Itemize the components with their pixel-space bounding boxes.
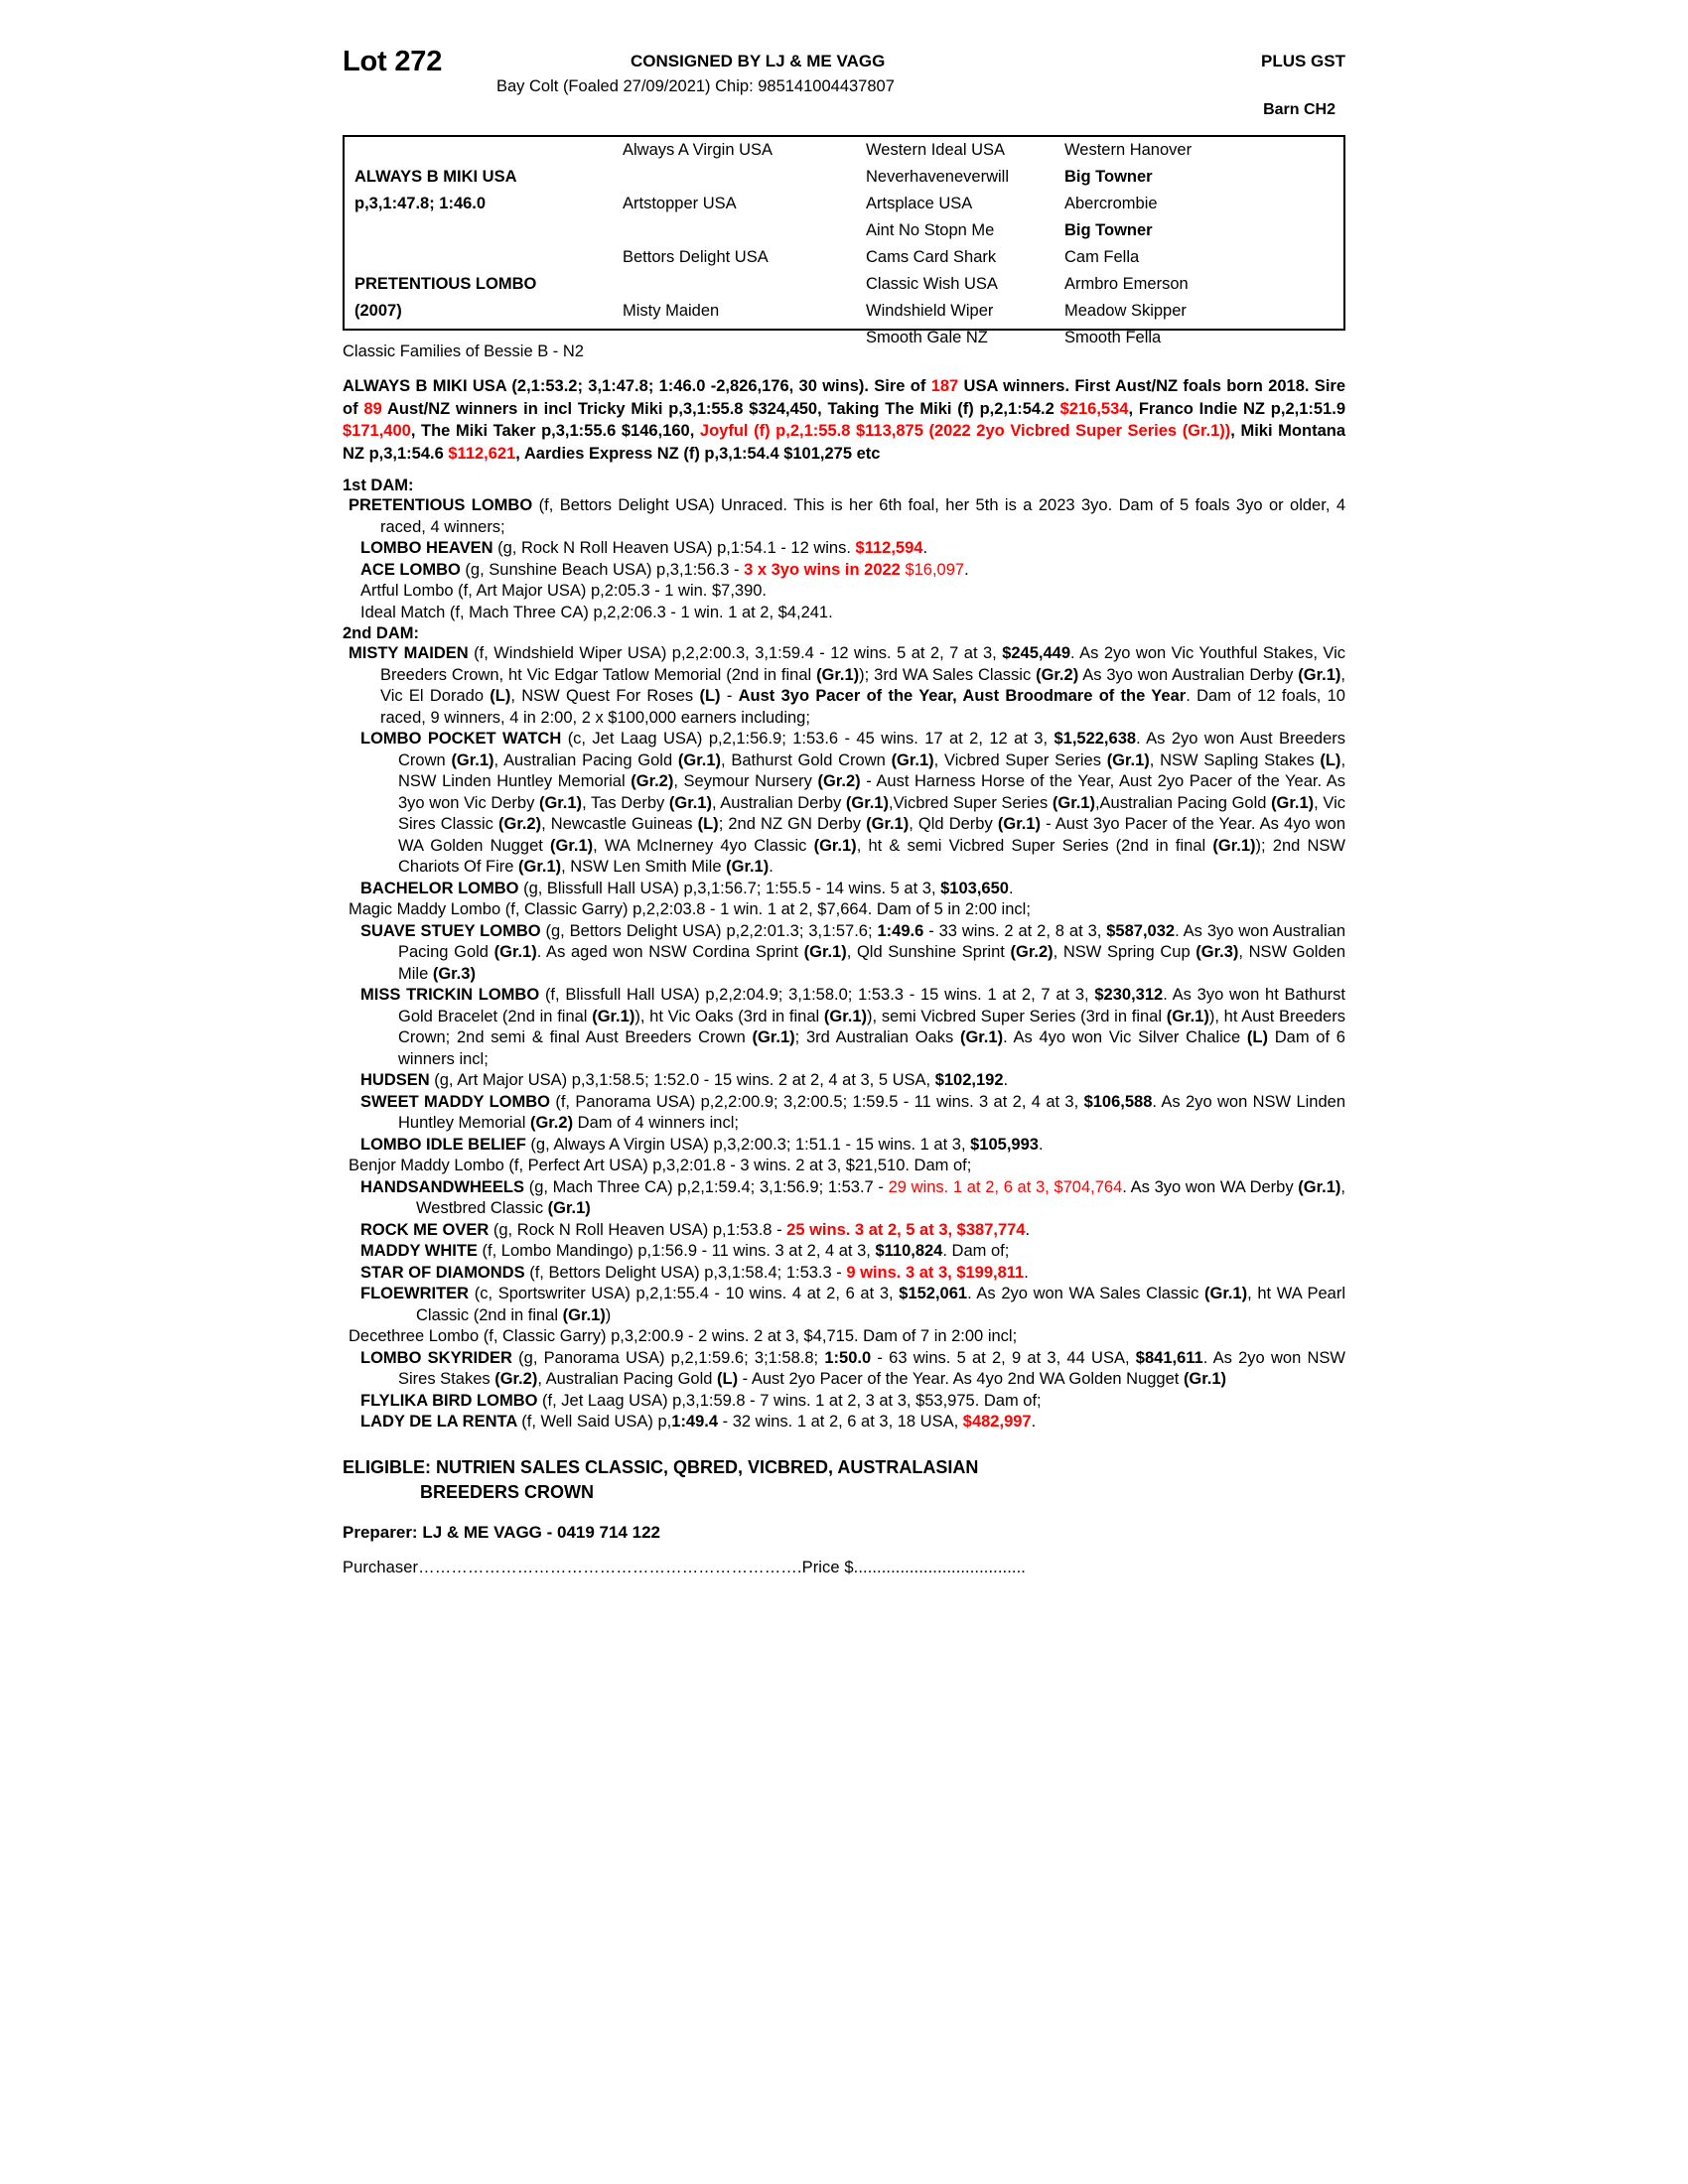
text-run: (f, Bettors Delight USA) Unraced. This is her 6th foal, her 5th is a 2023 3yo. Dam of 5 foals 3yo or older, 4 raced, 4 winners; xyxy=(380,496,1346,536)
text-run: - 32 wins. 1 at 2, 6 at 3, 18 USA, xyxy=(718,1413,963,1431)
text-run: , NSW Len Smith Mile xyxy=(561,858,727,876)
text-run: (Gr.1) xyxy=(677,751,721,769)
text-run: $16,097 xyxy=(905,560,965,579)
text-run: $587,032 xyxy=(1106,921,1176,940)
text-run: STAR OF DIAMONDS xyxy=(360,1263,530,1282)
text-run: USA winners. First Aust/NZ foals born 2018. Sire of xyxy=(343,377,1345,418)
text-run: - Aust Harness Horse of the Year, Aust 2yo Pacer of the Year. As 3yo won Vic Derby xyxy=(398,772,1346,812)
text-run: ) xyxy=(605,1305,612,1324)
text-run: Dam of 4 winners incl; xyxy=(573,1114,739,1132)
text-run: 1:49.6 xyxy=(877,921,924,940)
text-run: $230,312 xyxy=(1094,986,1164,1004)
text-run: . xyxy=(1025,1220,1031,1239)
text-run: (g, Rock N Roll Heaven USA) p,1:53.8 - xyxy=(492,1220,787,1239)
text-run: $102,192 xyxy=(934,1071,1004,1089)
pedigree-entry xyxy=(343,1092,1345,1135)
text-run: $482,997 xyxy=(962,1413,1032,1431)
pedigree-table xyxy=(343,135,1345,346)
text-run: , Aardies Express NZ (f) p,3,1:54.4 $101,275 etc xyxy=(515,444,881,463)
text-run: (Gr.2) xyxy=(529,1114,574,1132)
text-run: (g, Bettors Delight USA) p,2,2:01.3; 3,1:57.6; xyxy=(545,921,878,940)
text-run: , Qld Sunshine Sprint xyxy=(846,943,1011,961)
text-run: $110,824 xyxy=(875,1242,943,1260)
pedigree-entry xyxy=(343,899,1345,921)
text-run: , Tas Derby xyxy=(582,793,669,812)
text-run: (Gr.3) xyxy=(432,964,476,983)
text-run: (Gr.1) xyxy=(959,1028,1004,1046)
second-dam-heading: 2nd DAM: xyxy=(343,624,419,642)
sire-summary xyxy=(343,375,1345,465)
text-run: . xyxy=(1003,1071,1009,1089)
text-run: (c, Sportswriter USA) p,2,1:55.4 - 10 wins. 4 at 2, 6 at 3, xyxy=(474,1285,900,1302)
pedigree-entry xyxy=(343,1326,1345,1348)
dam-name: PRETENTIOUS LOMBO xyxy=(354,275,537,293)
text-run: Aust/NZ winners in incl Tricky Miki p,3,1:55.8 $324,450, Taking The Miki (f) p,2,1:54.2 xyxy=(381,399,1060,418)
text-run: $245,449 xyxy=(1002,644,1071,662)
pedigree-entry xyxy=(343,1156,1345,1177)
pedigree-cell: Classic Wish USA xyxy=(866,275,998,293)
pedigree-entry xyxy=(343,1220,1345,1242)
text-run: (f, Windshield Wiper USA) p,2,2:00.3, 3,1:59.4 - 12 wins. 5 at 2, 7 at 3, xyxy=(474,644,1003,662)
text-run: ); 3rd WA Sales Classic xyxy=(859,665,1037,684)
text-run: 1:49.4 xyxy=(671,1413,719,1431)
text-run: (Gr.1) xyxy=(813,836,857,855)
text-run: (L) xyxy=(699,687,721,705)
catalogue-sheet xyxy=(343,40,1345,1577)
text-run: (Gr.2) xyxy=(498,815,542,833)
text-run: (g, Blissfull Hall USA) p,3,1:56.7; 1:55.5 - 14 wins. 5 at 3, xyxy=(523,879,941,897)
pedigree-cell: Artstopper USA xyxy=(623,195,737,212)
text-run: (g, Always A Virgin USA) p,3,2:00.3; 1:51.1 - 15 wins. 1 at 3, xyxy=(530,1135,971,1154)
text-run: (L) xyxy=(697,815,719,833)
text-run: , Vic El Dorado xyxy=(380,665,1345,705)
text-run: (Gr.1) xyxy=(1298,1177,1341,1196)
text-run: (f, Well Said USA) p, xyxy=(521,1413,672,1431)
text-run: Artful Lombo (f, Art Major USA) p,2:05.3 - 1 win. $7,390. xyxy=(360,582,768,600)
pedigree-entry xyxy=(343,1391,1345,1413)
pedigree-entry xyxy=(343,538,1345,560)
text-run: 29 wins. 1 at 2, 6 at 3, $704,764 xyxy=(888,1177,1123,1196)
text-run: (Gr.1) xyxy=(1271,793,1315,812)
text-run: (Gr.1) xyxy=(550,836,594,855)
pedigree-col-great-grandparents xyxy=(866,137,1064,346)
text-run: . xyxy=(922,539,928,557)
text-run: (Gr.1) xyxy=(726,858,770,876)
text-run: , Seymour Nursery xyxy=(673,772,818,790)
text-run: (Gr.1) xyxy=(1212,836,1256,855)
consignor-label: CONSIGNED BY LJ & ME VAGG xyxy=(631,52,886,70)
text-run: . As 3yo won ht Bathurst Gold Bracelet (2nd in final xyxy=(398,986,1345,1025)
text-run: LOMBO HEAVEN xyxy=(360,539,498,557)
text-run: , ht & semi Vicbred Super Series (2nd in final xyxy=(856,836,1213,855)
text-run: (Gr.3) xyxy=(1196,943,1239,961)
text-run: (Gr.1) xyxy=(752,1028,795,1046)
lot-number: Lot 272 xyxy=(343,46,443,77)
pedigree-entry xyxy=(343,1263,1345,1285)
text-run: (g, Panorama USA) p,2,1:59.6; 3;1:58.8; xyxy=(518,1348,825,1367)
pedigree-entry xyxy=(343,1284,1345,1326)
pedigree-entry xyxy=(343,1348,1345,1391)
text-run: (Gr.2) xyxy=(494,1370,538,1388)
text-run: $106,588 xyxy=(1083,1092,1153,1111)
text-run: SWEET MADDY LOMBO xyxy=(360,1092,556,1111)
text-run: 1:50.0 xyxy=(824,1348,872,1367)
text-run: - 63 wins. 5 at 2, 9 at 3, 44 USA, xyxy=(871,1348,1136,1367)
text-run: (Gr.1) xyxy=(547,1199,591,1217)
text-run: , Vicbred Super Series xyxy=(933,751,1107,769)
pedigree-cell: Armbro Emerson xyxy=(1064,275,1189,293)
text-run: Decethree Lombo (f, Classic Garry) p,3,2:00.9 - 2 wins. 2 at 3, $4,715. Dam of 7 in 2:00 incl; xyxy=(349,1327,1018,1345)
text-run: (Gr.1) xyxy=(493,943,537,961)
text-run: , The Miki Taker p,3,1:55.6 $146,160, xyxy=(410,422,700,440)
text-run: - 33 wins. 2 at 2, 8 at 3, xyxy=(923,921,1107,940)
preparer-line: Preparer: LJ & ME VAGG - 0419 714 122 xyxy=(343,1522,661,1542)
text-run: , Australian Pacing Gold xyxy=(493,751,678,769)
text-run: 89 xyxy=(363,399,382,418)
text-run: (Gr.1) xyxy=(518,858,562,876)
text-run: Dam of 6 winners incl; xyxy=(398,1028,1345,1068)
text-run: (Gr.1) xyxy=(1052,793,1095,812)
text-run: MISTY MAIDEN xyxy=(349,644,475,662)
text-run: PRETENTIOUS LOMBO xyxy=(349,496,539,514)
pedigree-cell: Abercrombie xyxy=(1064,195,1158,212)
text-run: 25 wins. 3 at 2, 5 at 3, $387,774 xyxy=(786,1220,1026,1239)
pedigree-cell: Bettors Delight USA xyxy=(623,248,769,266)
text-run: (Gr.1) xyxy=(451,751,494,769)
text-run: ,Vicbred Super Series xyxy=(888,793,1053,812)
pedigree-col-parents xyxy=(345,137,623,329)
pedigree-entry xyxy=(343,560,1345,582)
text-run: , NSW Sapling Stakes xyxy=(1149,751,1321,769)
text-run: - xyxy=(720,687,739,705)
text-run: . As 2yo won NSW Linden Huntley Memorial xyxy=(398,1092,1346,1132)
text-run: (Gr.1) xyxy=(866,815,910,833)
text-run: HUDSEN xyxy=(360,1071,435,1089)
text-run: . xyxy=(769,858,774,876)
text-run: LADY DE LA RENTA xyxy=(360,1413,522,1431)
pedigree-cell: Always A Virgin USA xyxy=(623,141,774,159)
text-run: (Gr.1) xyxy=(538,793,583,812)
text-run: , Australian Derby xyxy=(711,793,846,812)
pedigree-col-fourth-gen xyxy=(1064,137,1345,346)
pedigree-cell: Cam Fella xyxy=(1064,248,1140,266)
text-run: (Gr.2) xyxy=(1010,943,1054,961)
text-run: (Gr.1) xyxy=(1183,1370,1227,1388)
text-run: , Miki Montana NZ p,3,1:54.6 xyxy=(343,422,1345,463)
text-run: , WA McInerney 4yo Classic xyxy=(593,836,814,855)
text-run: $105,993 xyxy=(970,1135,1039,1154)
text-run: , Westbred Classic xyxy=(416,1177,1345,1217)
text-run: . As 2yo won Vic Youthful Stakes, Vic Breeders Crown, ht Vic Edgar Tatlow Memorial (2nd in final xyxy=(380,644,1345,684)
text-run: (g, Mach Three CA) p,2,1:59.4; 3,1:56.9; 1:53.7 - xyxy=(528,1177,889,1196)
pedigree-entry xyxy=(343,985,1345,1070)
text-run: , NSW Golden Mile xyxy=(398,943,1345,983)
pedigree-entry xyxy=(343,879,1345,900)
text-run: ALWAYS B MIKI USA (2,1:53.2; 3,1:47.8; 1:46.0 -2,826,176, 30 wins). Sire of xyxy=(343,377,931,395)
text-run: , Newcastle Guineas xyxy=(541,815,698,833)
text-run: LOMBO SKYRIDER xyxy=(360,1348,519,1367)
text-run: (f, Panorama USA) p,2,2:00.9; 3,2:00.5; 1:59.5 - 11 wins. 3 at 2, 4 at 3, xyxy=(555,1092,1084,1111)
text-run: (g, Sunshine Beach USA) p,3,1:56.3 - xyxy=(465,560,745,579)
first-dam-body xyxy=(343,495,1345,623)
text-run: (Gr.1) xyxy=(803,943,847,961)
text-run: ), ht Aust Breeders Crown; 2nd semi & final Aust Breeders Crown xyxy=(398,1007,1345,1046)
text-run: $112,621 xyxy=(448,444,516,463)
text-run: ; 2nd NZ GN Derby xyxy=(718,815,867,833)
text-run: (g, Art Major USA) p,3,1:58.5; 1:52.0 - 15 wins. 2 at 2, 4 at 3, 5 USA, xyxy=(434,1071,935,1089)
pedigree-entry xyxy=(343,603,1345,624)
text-run: (f, Blissfull Hall USA) p,2,2:04.9; 3,1:58.0; 1:53.3 - 15 wins. 1 at 2, 7 at 3, xyxy=(544,986,1095,1004)
text-run: ,Australian Pacing Gold xyxy=(1094,793,1272,812)
text-run: Magic Maddy Lombo (f, Classic Garry) p,2,2:03.8 - 1 win. 1 at 2, $7,664. Dam of 5 in 2:00 incl; xyxy=(349,900,1031,918)
pedigree-entry xyxy=(343,1177,1345,1220)
text-run: $171,400 xyxy=(343,422,411,440)
text-run: $216,534 xyxy=(1059,399,1129,418)
purchaser-line: Purchaser…………………………………………………………….Price $..................................... xyxy=(343,1558,1026,1576)
text-run: ; 3rd Australian Oaks xyxy=(794,1028,960,1046)
text-run: . As 4yo won Vic Silver Chalice xyxy=(1003,1028,1247,1046)
text-run: ); 2nd NSW Chariots Of Fire xyxy=(398,836,1345,876)
pedigree-entry xyxy=(343,1241,1345,1263)
text-run: (Gr.1) xyxy=(592,1007,635,1025)
pedigree-cell: Smooth Gale NZ xyxy=(866,329,988,346)
text-run: , Australian Pacing Gold xyxy=(537,1370,718,1388)
text-run: (L) xyxy=(1246,1028,1268,1046)
text-run: , ht WA Pearl Classic (2nd in final xyxy=(416,1285,1345,1324)
text-run: (Gr.1) xyxy=(668,793,712,812)
text-run: As 3yo won Australian Derby xyxy=(1078,665,1299,684)
text-run: . xyxy=(1024,1263,1029,1282)
text-run: Joyful (f) p,2,1:55.8 $113,875 (2022 2yo Vicbred Super Series (Gr.1)) xyxy=(699,422,1231,440)
text-run: ACE LOMBO xyxy=(360,560,466,579)
pedigree-cell: Big Towner xyxy=(1064,221,1153,239)
text-run: (Gr.1) xyxy=(891,751,934,769)
text-run: (Gr.1) xyxy=(997,815,1041,833)
text-run: $1,522,638 xyxy=(1054,730,1137,748)
page-header xyxy=(343,40,1345,131)
text-run: 9 wins. 3 at 3, $199,811 xyxy=(846,1263,1025,1282)
text-run: FLYLIKA BIRD LOMBO xyxy=(360,1391,543,1410)
text-run: (Gr.1) xyxy=(823,1007,868,1025)
first-dam-heading: 1st DAM: xyxy=(343,477,414,494)
text-run: , Bathurst Gold Crown xyxy=(721,751,892,769)
pedigree-cell: Cams Card Shark xyxy=(866,248,997,266)
text-run: 3 x 3yo wins in 2022 xyxy=(744,560,901,579)
second-dam-body xyxy=(343,643,1345,1433)
text-run: HANDSANDWHEELS xyxy=(360,1177,529,1196)
text-run: . Dam of; xyxy=(942,1242,1010,1260)
text-run: (Gr.1) xyxy=(1298,665,1341,684)
text-run: (f, Jet Laag USA) p,3,1:59.8 - 7 wins. 1 at 2, 3 at 3, $53,975. Dam of; xyxy=(542,1391,1042,1410)
text-run: . xyxy=(1031,1413,1037,1431)
text-run: ROCK ME OVER xyxy=(360,1220,493,1239)
text-run: . As aged won NSW Cordina Sprint xyxy=(536,943,804,961)
eligibility-block xyxy=(343,1455,1345,1505)
text-run: (Gr.2) xyxy=(631,772,674,790)
text-run: (f, Lombo Mandingo) p,1:56.9 - 11 wins. 3 at 2, 4 at 3, xyxy=(482,1242,876,1260)
text-run: . As 2yo won WA Sales Classic xyxy=(967,1285,1204,1302)
pedigree-entry xyxy=(343,1135,1345,1157)
text-run: . xyxy=(1038,1135,1044,1154)
text-run: - Aust 3yo Pacer of the Year. As 4yo won WA Golden Nugget xyxy=(398,815,1346,855)
text-run: (c, Jet Laag USA) p,2,1:56.9; 1:53.6 - 45 wins. 17 at 2, 12 at 3, xyxy=(567,730,1055,748)
plus-gst-label: PLUS GST xyxy=(1260,52,1345,70)
text-run: (Gr.1) xyxy=(816,665,860,684)
text-run: , Qld Derby xyxy=(909,815,998,833)
text-run: (Gr.1) xyxy=(562,1305,606,1324)
pedigree-cell: Misty Maiden xyxy=(623,302,720,320)
pedigree-cell: Meadow Skipper xyxy=(1064,302,1187,320)
text-run: (Gr.2) xyxy=(817,772,861,790)
text-run: MISS TRICKIN LOMBO xyxy=(360,986,545,1004)
text-run: (f, Bettors Delight USA) p,3,1:58.4; 1:53.3 - xyxy=(529,1263,847,1282)
pedigree-cell: Aint No Stopn Me xyxy=(866,221,995,239)
text-run: MADDY WHITE xyxy=(360,1242,483,1260)
text-run: . xyxy=(964,560,969,579)
text-run: (L) xyxy=(490,687,511,705)
pedigree-cell: Western Hanover xyxy=(1064,141,1193,159)
text-run: , NSW Spring Cup xyxy=(1053,943,1196,961)
eligibility-line-1: ELIGIBLE: NUTRIEN SALES CLASSIC, QBRED, VICBRED, AUSTRALASIAN xyxy=(343,1456,979,1477)
pedigree-entry xyxy=(343,1070,1345,1092)
text-run: (Gr.1) xyxy=(1106,751,1150,769)
text-run: LOMBO POCKET WATCH xyxy=(360,730,568,748)
text-run: , NSW Quest For Roses xyxy=(510,687,700,705)
text-run: , Franco Indie NZ p,2,1:51.9 xyxy=(1128,399,1345,418)
text-run: $841,611 xyxy=(1135,1348,1203,1367)
text-run: SUAVE STUEY LOMBO xyxy=(360,921,546,940)
pedigree-entry xyxy=(343,643,1345,729)
text-run: - Aust 2yo Pacer of the Year. As 4yo 2nd WA Golden Nugget xyxy=(738,1370,1184,1388)
pedigree-cell: Artsplace USA xyxy=(866,195,973,212)
text-run: ), semi Vicbred Super Series (3rd in final xyxy=(867,1007,1167,1025)
pedigree-entry xyxy=(343,921,1345,986)
pedigree-cell: Windshield Wiper xyxy=(866,302,994,320)
text-run: (Gr.2) xyxy=(1036,665,1079,684)
horse-description: Bay Colt (Foaled 27/09/2021) Chip: 985141004437807 xyxy=(496,77,895,95)
text-run: (L) xyxy=(1320,751,1341,769)
text-run: 187 xyxy=(930,377,959,395)
family-line: Classic Families of Bessie B - N2 xyxy=(343,342,584,360)
pedigree-entry xyxy=(343,495,1345,538)
text-run: . As 2yo won NSW Sires Stakes xyxy=(398,1348,1345,1388)
text-run: . Dam of 12 foals, 10 raced, 9 winners, 4 in 2:00, 2 x $100,000 earners including; xyxy=(380,687,1345,727)
text-run: (Gr.1) xyxy=(1166,1007,1209,1025)
pedigree-cell: Smooth Fella xyxy=(1064,329,1162,346)
pedigree-cell: Neverhaveneverwill xyxy=(866,168,1009,186)
text-run: Ideal Match (f, Mach Three CA) p,2,2:06.3 - 1 win. 1 at 2, $4,241. xyxy=(360,603,833,621)
pedigree-cell: Big Towner xyxy=(1064,168,1153,186)
pedigree-entry xyxy=(343,1412,1345,1433)
text-run: $103,650 xyxy=(940,879,1009,897)
pedigree-cell: Western Ideal USA xyxy=(866,141,1006,159)
pedigree-col-grandparents xyxy=(623,137,866,329)
pedigree-entry xyxy=(343,729,1345,879)
text-run: (L) xyxy=(717,1370,739,1388)
text-run: Benjor Maddy Lombo (f, Perfect Art USA) p,3,2:01.8 - 3 wins. 2 at 3, $21,510. Dam of; xyxy=(349,1157,972,1174)
text-run: BACHELOR LOMBO xyxy=(360,879,524,897)
text-run: (Gr.1) xyxy=(1204,1285,1248,1302)
text-run: . As 2yo won Aust Breeders Crown xyxy=(398,730,1346,769)
sire-record: p,3,1:47.8; 1:46.0 xyxy=(354,195,487,212)
barn-label: Barn CH2 xyxy=(1263,101,1336,118)
text-run: Aust 3yo Pacer of the Year, Aust Broodmare of the Year xyxy=(738,687,1187,705)
text-run: , Vic Sires Classic xyxy=(398,793,1345,833)
text-run: , NSW Linden Huntley Memorial xyxy=(398,751,1346,790)
sire-name: ALWAYS B MIKI USA xyxy=(354,168,517,186)
text-run: . As 3yo won WA Derby xyxy=(1122,1177,1299,1196)
dam-year: (2007) xyxy=(354,302,402,320)
text-run: (Gr.1) xyxy=(845,793,889,812)
text-run: (g, Rock N Roll Heaven USA) p,1:54.1 - 12 wins. xyxy=(497,539,856,557)
text-run: ), ht Vic Oaks (3rd in final xyxy=(634,1007,824,1025)
text-run: $152,061 xyxy=(899,1285,968,1302)
text-run: $112,594 xyxy=(855,539,923,557)
text-run: LOMBO IDLE BELIEF xyxy=(360,1135,531,1154)
pedigree-entry xyxy=(343,581,1345,603)
text-run: . xyxy=(1008,879,1014,897)
text-run: FLOEWRITER xyxy=(360,1285,475,1302)
text-run: . As 3yo won Australian Pacing Gold xyxy=(398,921,1345,961)
eligibility-line-2: BREEDERS CROWN xyxy=(420,1481,595,1502)
